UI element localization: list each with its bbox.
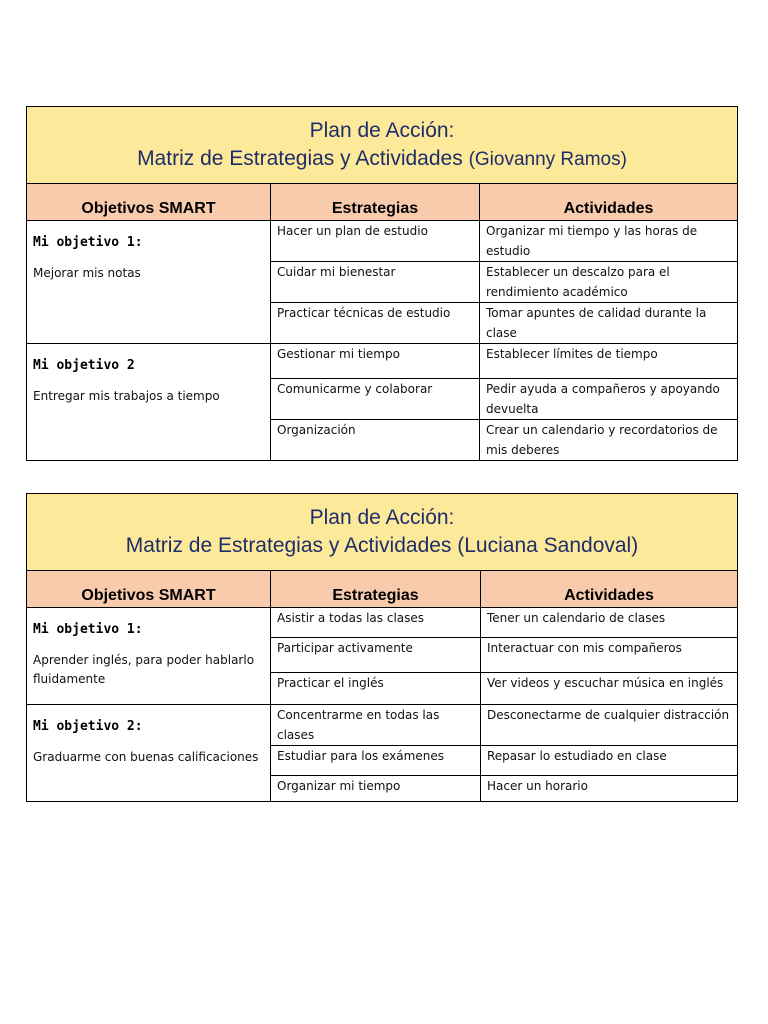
activity-cell: Hacer un horario [481, 776, 738, 802]
strategy-cell: Concentrarme en todas las clases [271, 705, 481, 746]
objective-cell [27, 705, 271, 802]
title-line-2: Matriz de Estrategias y Actividades (Luciana Sandoval) [125, 534, 639, 557]
header-strategies: Estrategias [271, 184, 480, 221]
action-plan-matrix-luciana [26, 493, 738, 802]
table-row [27, 705, 738, 746]
strategy-cell: Cuidar mi bienestar [271, 262, 480, 303]
objective-description: Aprender inglés, para poder hablarlo fluidamente [33, 653, 255, 686]
header-activities: Actividades [480, 184, 738, 221]
table-row [27, 221, 738, 262]
action-plan-matrix-giovanny [26, 106, 738, 461]
objective-cell [27, 221, 271, 344]
activity-cell: Ver videos y escuchar música en inglés [481, 673, 738, 705]
strategy-cell: Hacer un plan de estudio [271, 221, 480, 262]
title-line-2: Matriz de Estrategias y Actividades (Giovanny Ramos) [137, 146, 627, 170]
activity-cell: Establecer límites de tiempo [480, 344, 738, 379]
strategy-cell: Practicar técnicas de estudio [271, 303, 480, 344]
objective-cell [27, 608, 271, 705]
objective-description: Mejorar mis notas [33, 266, 141, 280]
activity-cell: Pedir ayuda a compañeros y apoyando devuelta [480, 379, 738, 420]
header-objectives: Objetivos SMART [27, 571, 271, 608]
student-name: (Giovanny Ramos) [468, 148, 627, 170]
header-objectives: Objetivos SMART [27, 184, 271, 221]
activity-cell: Tener un calendario de clases [481, 608, 738, 638]
strategy-cell: Practicar el inglés [271, 673, 481, 705]
objective-description: Graduarme con buenas calificaciones [33, 750, 259, 764]
strategy-cell: Gestionar mi tiempo [271, 344, 480, 379]
objective-label: Mi objetivo 2: [33, 719, 143, 734]
activity-cell: Establecer un descalzo para el rendimiento académico [480, 262, 738, 303]
title-line-1: Plan de Acción: [309, 506, 455, 529]
table-row [27, 344, 738, 379]
objective-cell [27, 344, 271, 461]
table-row [27, 608, 738, 638]
strategy-cell: Asistir a todas las clases [271, 608, 481, 638]
objective-label: Mi objetivo 1: [33, 235, 143, 250]
objective-description: Entregar mis trabajos a tiempo [33, 389, 220, 403]
strategy-cell: Participar activamente [271, 638, 481, 673]
objective-label: Mi objetivo 1: [33, 622, 143, 637]
activity-cell: Tomar apuntes de calidad durante la clase [480, 303, 738, 344]
activity-cell: Organizar mi tiempo y las horas de estudio [480, 221, 738, 262]
matrix-title [27, 494, 738, 571]
activity-cell: Crear un calendario y recordatorios de mis deberes [480, 420, 738, 461]
strategy-cell: Estudiar para los exámenes [271, 746, 481, 776]
objective-label: Mi objetivo 2 [33, 358, 135, 373]
activity-cell: Interactuar con mis compañeros [481, 638, 738, 673]
header-activities: Actividades [481, 571, 738, 608]
matrix-title [27, 107, 738, 184]
activity-cell: Desconectarme de cualquier distracción [481, 705, 738, 746]
activity-cell: Repasar lo estudiado en clase [481, 746, 738, 776]
strategy-cell: Comunicarme y colaborar [271, 379, 480, 420]
strategy-cell: Organización [271, 420, 480, 461]
title-line-1: Plan de Acción: [309, 118, 455, 142]
header-strategies: Estrategias [271, 571, 481, 608]
strategy-cell: Organizar mi tiempo [271, 776, 481, 802]
